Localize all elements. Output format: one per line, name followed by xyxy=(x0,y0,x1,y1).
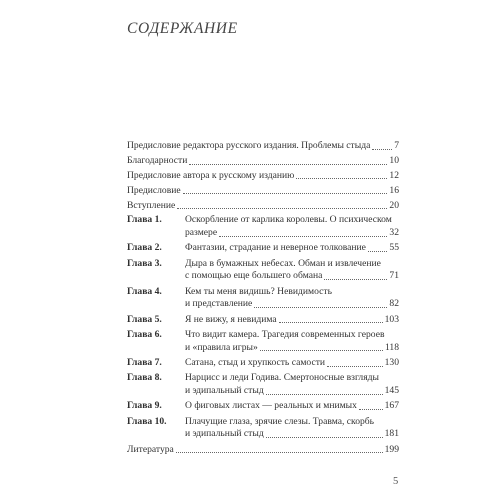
entry-page-number: 82 xyxy=(389,298,399,310)
toc-chapter-entry xyxy=(127,258,399,283)
entry-last-line xyxy=(127,155,399,168)
dot-leader xyxy=(296,178,387,179)
entry-body xyxy=(185,357,399,370)
page-number: 5 xyxy=(393,476,399,487)
toc-chapter-entry xyxy=(127,372,399,397)
entry-title-line: Нарцисс и леди Годива. Смертоносные взгляды xyxy=(185,372,379,384)
dot-leader xyxy=(260,350,383,351)
entry-last-line xyxy=(185,385,399,398)
toc-chapter-entry xyxy=(127,400,399,413)
entry-page-number: 55 xyxy=(389,242,399,254)
dot-leader xyxy=(254,307,387,308)
chapter-label: Глава 9. xyxy=(127,400,162,412)
entry-page-number: 118 xyxy=(384,341,399,353)
toc-chapter-entry xyxy=(127,286,399,311)
entry-title-line: О фиговых листах — реальных и мнимых xyxy=(185,400,357,412)
entry-title-line: Благодарности xyxy=(127,154,188,166)
entry-page-number: 130 xyxy=(384,357,399,369)
entry-title-line: Литература xyxy=(127,443,174,455)
entry-title-line: Сатана, стыд и хрупкость самости xyxy=(185,357,326,369)
entry-body xyxy=(185,329,399,354)
entry-last-line xyxy=(185,428,399,441)
toc-chapter-entry xyxy=(127,314,399,327)
entry-last-line xyxy=(127,170,399,183)
dot-leader xyxy=(368,251,387,252)
entry-last-line xyxy=(185,342,399,355)
entry-title-line: Вступление xyxy=(127,199,176,211)
entry-body xyxy=(185,314,399,327)
entry-page-number: 20 xyxy=(389,199,399,211)
toc-entry xyxy=(127,444,399,457)
entry-last-line xyxy=(185,400,399,413)
dot-leader xyxy=(189,164,387,165)
entry-last-line xyxy=(185,270,399,283)
entry-page-number: 10 xyxy=(389,154,399,166)
entry-body xyxy=(127,170,399,183)
entry-page-number: 103 xyxy=(384,313,399,325)
entry-page-number: 12 xyxy=(389,169,399,181)
entry-page-number: 167 xyxy=(384,400,399,412)
entry-body xyxy=(185,286,399,311)
toc-entry xyxy=(127,155,399,168)
entry-title-line: Кем ты меня видишь? Невидимость xyxy=(185,285,332,297)
entry-title-line: Оскорбление от карлика королевы. О психическом xyxy=(185,214,392,226)
toc-chapter-entry xyxy=(127,416,399,441)
entry-last-line xyxy=(185,357,399,370)
entry-title-line: Что видит камера. Трагедия современных героев xyxy=(185,329,385,341)
entry-title-line: Предисловие автора к русскому изданию xyxy=(127,169,295,181)
entry-last-line xyxy=(127,185,399,198)
entry-page-number: 199 xyxy=(384,443,399,455)
toc-list xyxy=(127,140,399,459)
dot-leader xyxy=(177,208,387,209)
chapter-label: Глава 4. xyxy=(127,285,162,297)
toc-chapter-entry xyxy=(127,329,399,354)
entry-body xyxy=(127,140,399,153)
entry-body xyxy=(185,416,399,441)
entry-title-line: Дыра в бумажных небесах. Обман и извлечение xyxy=(185,257,381,269)
entry-last-line xyxy=(127,140,399,153)
entry-title-line: и эдипальный стыд xyxy=(185,428,264,440)
entry-body xyxy=(185,214,399,239)
entry-last-line xyxy=(185,227,399,240)
entry-body xyxy=(185,242,399,255)
toc-entry xyxy=(127,140,399,153)
dot-leader xyxy=(324,279,387,280)
entry-last-line xyxy=(127,444,399,457)
entry-last-line xyxy=(185,314,399,327)
chapter-label: Глава 6. xyxy=(127,329,162,341)
entry-body xyxy=(185,372,399,397)
toc-chapter-entry xyxy=(127,214,399,239)
toc-chapter-entry xyxy=(127,357,399,370)
entry-page-number: 71 xyxy=(389,270,399,282)
dot-leader xyxy=(176,452,383,453)
entry-title-line: Плачущие глаза, зрячие слезы. Травма, скорбь xyxy=(185,415,375,427)
entry-title-line: и «правила игры» xyxy=(185,341,258,353)
entry-page-number: 7 xyxy=(394,140,399,151)
toc-chapter-entry xyxy=(127,242,399,255)
entry-page-number: 16 xyxy=(389,184,399,196)
entry-body xyxy=(127,185,399,198)
entry-body xyxy=(185,258,399,283)
chapter-label: Глава 10. xyxy=(127,415,167,427)
toc-title: СОДЕРЖАНИЕ xyxy=(127,20,238,37)
entry-body xyxy=(185,400,399,413)
toc-entry xyxy=(127,200,399,213)
entry-title-line: и эдипальный стыд xyxy=(185,385,264,397)
dot-leader xyxy=(359,409,383,410)
toc-entry xyxy=(127,170,399,183)
dot-leader xyxy=(183,193,388,194)
dot-leader xyxy=(266,394,383,395)
entry-last-line xyxy=(127,200,399,213)
entry-body xyxy=(127,200,399,213)
entry-body xyxy=(127,155,399,168)
entry-title-line: Предисловие xyxy=(127,184,181,196)
dot-leader xyxy=(219,236,387,237)
chapter-label: Глава 1. xyxy=(127,214,162,226)
entry-title-line: и представление xyxy=(185,298,253,310)
entry-page-number: 181 xyxy=(384,428,399,440)
chapter-label: Глава 2. xyxy=(127,242,162,254)
dot-leader xyxy=(372,149,392,150)
dot-leader xyxy=(266,437,383,438)
entry-last-line xyxy=(185,242,399,255)
chapter-label: Глава 3. xyxy=(127,257,162,269)
dot-leader xyxy=(279,322,383,323)
entry-title-line: Предисловие редактора русского издания. Проблемы стыда xyxy=(127,140,371,151)
chapter-label: Глава 8. xyxy=(127,372,162,384)
entry-title-line: Фантазии, страдание и неверное толкование xyxy=(185,242,366,254)
entry-title-line: с помощью еще большего обмана xyxy=(185,270,323,282)
entry-page-number: 32 xyxy=(389,227,399,239)
entry-page-number: 145 xyxy=(384,385,399,397)
entry-title-line: Я не вижу, я невидима xyxy=(185,313,277,325)
toc-entry xyxy=(127,185,399,198)
entry-body xyxy=(127,444,399,457)
chapter-label: Глава 5. xyxy=(127,313,162,325)
dot-leader xyxy=(327,366,383,367)
chapter-label: Глава 7. xyxy=(127,357,162,369)
entry-last-line xyxy=(185,298,399,311)
entry-title-line: размере xyxy=(185,227,218,239)
